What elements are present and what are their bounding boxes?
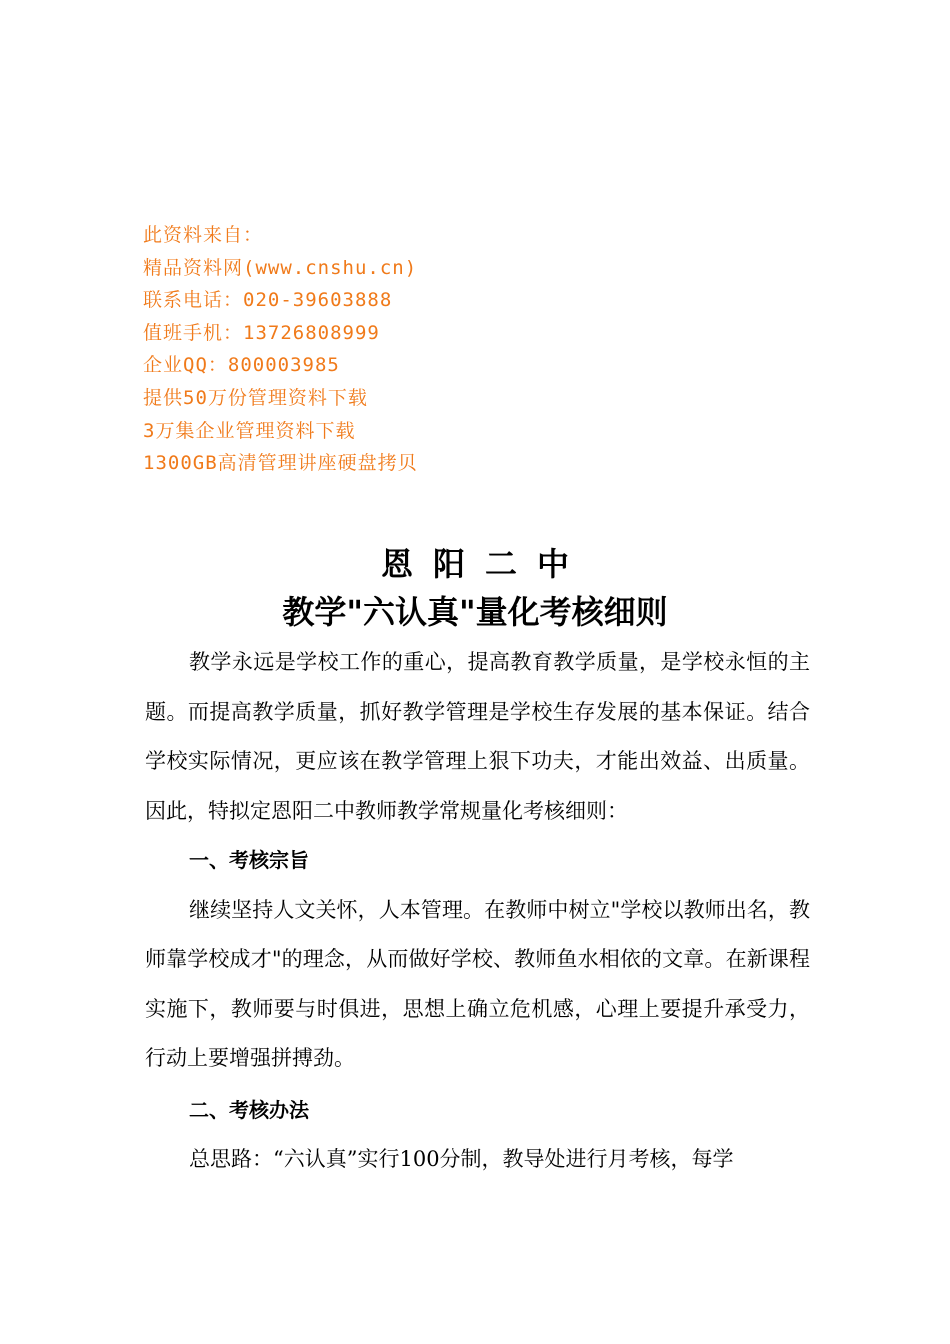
source-line: 值班手机：13726808999 — [143, 321, 380, 344]
section-heading-2: 二、考核办法 — [189, 1097, 309, 1122]
source-line: 1300GB高清管理讲座硬盘拷贝 — [143, 452, 418, 475]
section-heading-1: 一、考核宗旨 — [189, 848, 309, 872]
document-body — [145, 638, 810, 1185]
source-line: 3万集企业管理资料下载 — [143, 419, 356, 442]
source-line: 精品资料网(www.cnshu.cn) — [143, 256, 418, 279]
section-paragraph-2: 总思路：“六认真”实行100分制，教导处进行月考核，每学 — [189, 1147, 734, 1171]
source-line: 此资料来自： — [143, 224, 264, 246]
source-info-block — [143, 219, 703, 480]
intro-paragraph: 教学永远是学校工作的重心，提高教育教学质量，是学校永恒的主题。而提高教学质量，抓好教学管理是学校生存发展的基本保证。结合学校实际情况，更应该在教学管理上狠下功夫，才能出效益、出质量。因此，特拟定恩阳二中教师教学常规量化考核细则： — [145, 650, 810, 823]
source-line: 联系电话：020-39603888 — [143, 289, 393, 312]
source-line: 提供50万份管理资料下载 — [143, 386, 368, 409]
source-line: 企业QQ：800003985 — [143, 354, 340, 377]
document-title: 教学"六认真"量化考核细则 — [282, 593, 668, 631]
section-paragraph-1: 继续坚持人文关怀，人本管理。在教师中树立"学校以教师出名，教师靠学校成才"的理念，从而做好学校、教师鱼水相依的文章。在新课程实施下，教师要与时俱进，思想上确立危机感，心理上要提升承受力，行动上要增强拼搏劲。 — [145, 897, 810, 1070]
school-title: 恩阳二中 — [380, 545, 589, 583]
